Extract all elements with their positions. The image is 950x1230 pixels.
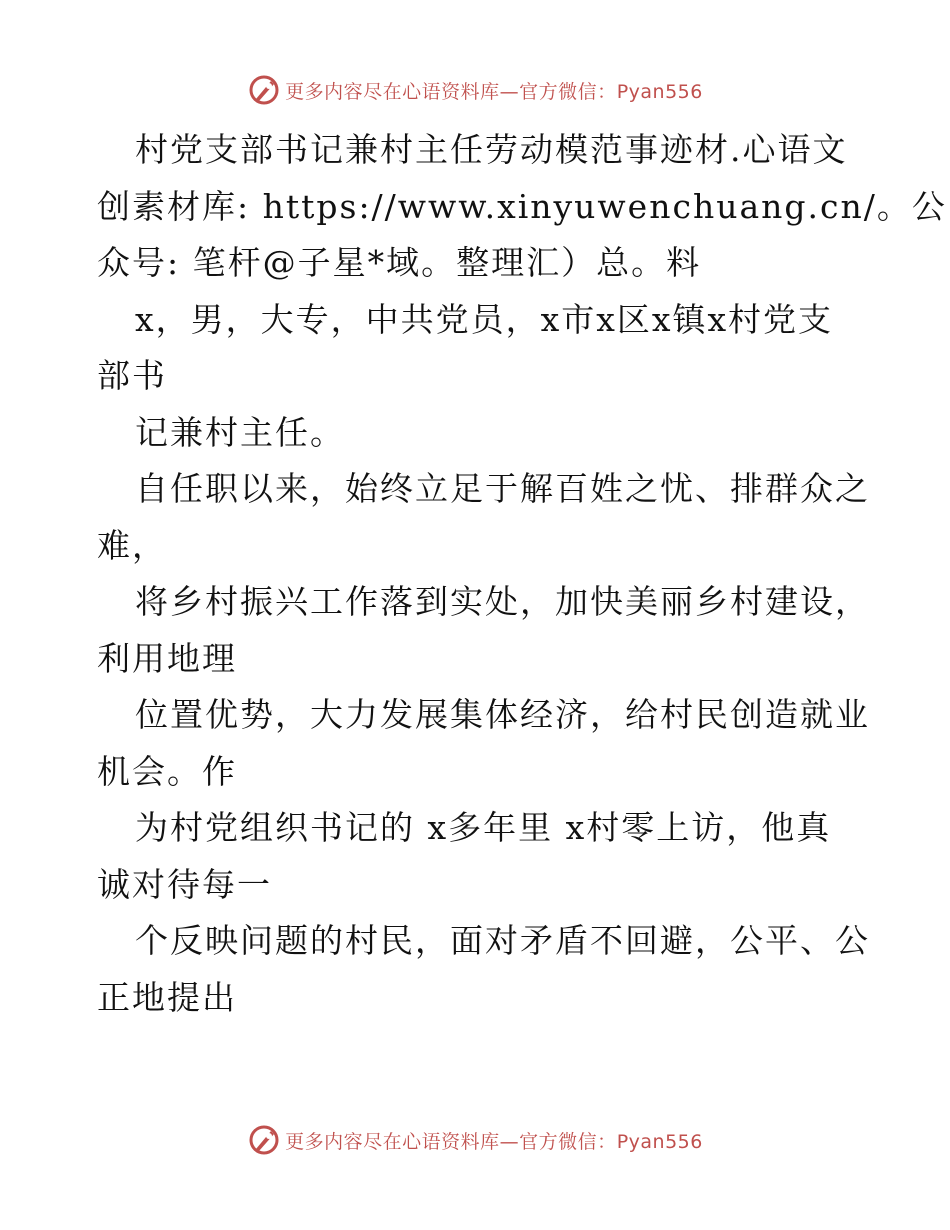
text-line: 个反映问题的村民，面对矛盾不回避，公平、公 <box>135 921 870 960</box>
text-line: 村党支部书记兼村主任劳动模范事迹材.心语文 <box>135 130 848 169</box>
text-line: 正地提出 <box>97 977 237 1017</box>
watermark-header <box>0 70 950 110</box>
text-line: 位置优势，大力发展集体经济，给村民创造就业 <box>135 695 870 734</box>
text-line: 利用地理 <box>97 638 237 678</box>
text-line: 创素材库: https://www.xinyuwenchuang.cn/。公 <box>97 186 947 226</box>
document-body <box>97 122 947 1026</box>
text-line: 诚对待每一 <box>97 864 272 904</box>
text-line: 为村党组织书记的 x多年里 x村零上访，他真 <box>135 808 832 847</box>
text-line: 部书 <box>97 356 167 395</box>
quill-logo-icon <box>247 73 281 107</box>
text-line: 众号: 笔杆@子星*域。整理汇）总。料 <box>97 243 702 282</box>
text-line: 难， <box>97 525 167 565</box>
text-line: x，男，大专，中共党员，x市x区x镇x村党支 <box>135 299 834 339</box>
watermark-text: 更多内容尽在心语资料库—官方微信：Pyan556 <box>285 80 703 103</box>
text-line: 机会。作 <box>97 751 237 791</box>
watermark-footer <box>0 1120 950 1160</box>
quill-logo-icon <box>247 1123 281 1157</box>
text-line: 记兼村主任。 <box>135 412 345 452</box>
watermark-text: 更多内容尽在心语资料库—官方微信：Pyan556 <box>285 1130 703 1153</box>
text-line: 将乡村振兴工作落到实处，加快美丽乡村建设， <box>135 582 870 621</box>
text-line: 自任职以来，始终立足于解百姓之忧、排群众之 <box>135 469 870 508</box>
